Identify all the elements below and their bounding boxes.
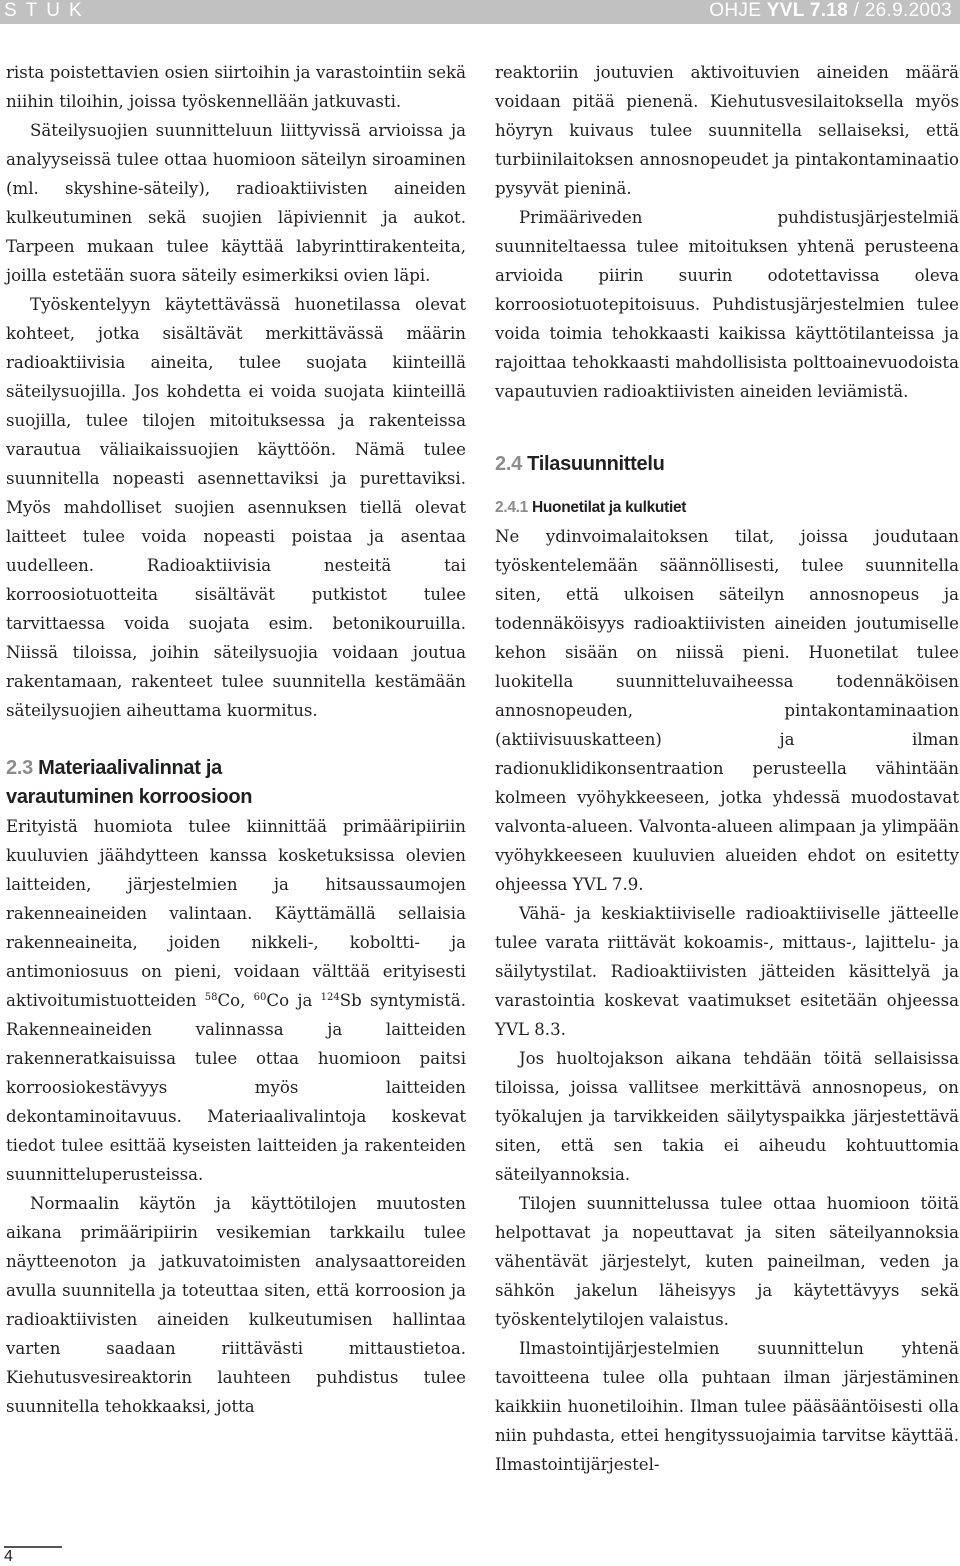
paragraph: Erityistä huomiota tulee kiinnittää primääripiiriin kuuluvien jäähdytteen kanssa kosketuksissa olevien laitteiden, järjestelmien ja hitsaussaumojen rakenneaineiden valintaan. Käyttämällä sellaisia rakenneaineita, joiden nikkeli-, koboltti- ja antimoniosuus on pieni, voidaan välttää erityisesti aktivoitumistuotteiden $^{58}$Co, $^{60}$Co ja $^{124}$Sb syntymistä. Rakenneaineiden valinnassa ja laitteiden rakenneratkaisuissa tulee ottaa huomioon paitsi korroosiokestävyys myös laitteiden dekontaminoitavuus. Materiaalivalintoja koskevat tiedot tulee esittää kyseisten laitteiden ja rakenteiden suunnitteluperusteissa. bbox=[6, 817, 466, 1184]
section-number: 2.4 bbox=[495, 453, 522, 475]
paragraph: Primääriveden puhdistusjärjestelmiä suunniteltaessa tulee mitoituksen yhtenä perusteena arvioida piirin suurin odotettavissa oleva korroosiotuotepitoisuus. Puhdistusjärjestelmien tulee voida toimia tehokkaasti kaikissa käyttötilanteissa ja rajoittaa tehokkaasti mahdollisista polttoainevuodoista vapautuvien radioaktiivisten aineiden leviämistä. bbox=[495, 208, 959, 401]
page-header bbox=[0, 0, 960, 24]
right-column bbox=[495, 58, 959, 1479]
paragraph: Ne ydinvoimalaitoksen tilat, joissa joudutaan työskentelemään säännöllisesti, tulee suunnitella siten, että ulkoisen säteilyn annosnopeus ja todennäköisyys radioaktiivisten aineiden joutumiselle kehon sisään on niissä pieni. Huonetilat tulee luokitella suunnitteluvaiheessa todennäköisen annosnopeuden, pintakontaminaation (aktiivisuuskatteen) ja ilman radionuklidikonsentraation perusteella vähintään kolmeen vyöhykkeeseen, jotka yhdessä muodostavat valvonta-alueen. Valvonta-alueen alimpaan ja ylimpään vyöhykkeeseen kuuluvien alueiden ehdot on esitetty ohjeessa YVL 7.9. bbox=[495, 527, 959, 894]
section-title-line2: varautuminen korroosioon bbox=[6, 786, 253, 808]
paragraph: Ilmastointijärjestelmien suunnittelun yhtenä tavoitteena tulee olla puhtaan ilman järjestäminen kaikkiin huonetiloihin. Ilman tulee pääsääntöisesti olla niin puhdasta, ettei hengityssuojaimia tarvitse käyttää. Ilmastointijärjestel- bbox=[495, 1339, 959, 1474]
guide-reference bbox=[709, 0, 952, 22]
subsection-title: Huonetilat ja kulkutiet bbox=[532, 499, 687, 516]
section-heading-2-3 bbox=[6, 754, 466, 812]
paragraph: rista poistettavien osien siirtoihin ja varastointiin sekä niihin tiloihin, joissa työskennellään jatkuvasti. bbox=[6, 63, 466, 111]
page-number: 4 bbox=[4, 1548, 13, 1565]
paragraph: Normaalin käytön ja käyttötilojen muutosten aikana primääripiirin vesikemian tarkkailu tulee näytteenoton ja jatkuvatoimisten analysaattoreiden avulla suunnitella ja toteuttaa siten, että korroosion ja radioaktiivisten aineiden kulkeutumisen hallintaa varten saadaan riittävästi mittaustietoa. Kiehutusvesireaktorin lauhteen puhdistus tulee suunnitella tehokkaaksi, jotta bbox=[6, 1194, 466, 1416]
paragraph: Vähä- ja keskiaktiiviselle radioaktiiviselle jätteelle tulee varata riittävät kokoamis-, mittaus-, lajittelu- ja säilytystilat. Radioaktiivisten jätteiden käsittelyä ja varastointia koskevat vaatimukset esitetään ohjeessa YVL 8.3. bbox=[495, 904, 959, 1039]
paragraph: Tilojen suunnittelussa tulee ottaa huomioon töitä helpottavat ja nopeuttavat ja siten säteilyannoksia vähentävät järjestelyt, kuten paineilman, veden ja sähkön jakelun läheisyys ja käytettävyys sekä työskentelytilojen valaistus. bbox=[495, 1194, 959, 1329]
isotope-mass: 60 bbox=[253, 992, 267, 1003]
left-column bbox=[6, 58, 466, 1421]
section-heading-2-4 bbox=[495, 450, 959, 479]
section-title: Tilasuunnittelu bbox=[527, 453, 665, 475]
guide-date: / 26.9.2003 bbox=[848, 0, 952, 21]
isotope-mass: 124 bbox=[320, 992, 340, 1003]
paragraph: Työskentelyyn käytettävässä huonetilassa olevat kohteet, jotka sisältävät merkittävässä määrin radioaktiivisia aineita, tulee suojata kiinteillä säteilysuojilla. Jos kohdetta ei voida suojata kiinteillä suojilla, tulee tilojen mitoituksessa ja rakenteissa varautua väliaikaissuojien käyttöön. Nämä tulee suunnitella nopeasti asennettaviksi ja purettaviksi. Myös mahdolliset suojien asennuksen tiellä olevat laitteet tulee voida nopeasti poistaa ja asentaa uudelleen. Radioaktiivisia nesteitä tai korroosiotuotteita sisältävät putkistot tulee tarvittaessa voida suojata esim. betonikouruilla. Niissä tiloissa, joihin säteilysuojia voidaan joutua rakentamaan, rakenteet tulee suunnitella kestämään säteilysuojien aiheuttama kuormitus. bbox=[6, 295, 466, 720]
paragraph: Säteilysuojien suunnitteluun liittyvissä arvioissa ja analyyseissä tulee ottaa huomioon säteilyn siroaminen (ml. skyshine-säteily), radioaktiivisten aineiden kulkeutuminen sekä suojien läpiviennit ja aukot. Tarpeen mukaan tulee käyttää labyrinttirakenteita, joilla estetään suora säteily esimerkiksi ovien läpi. bbox=[6, 121, 466, 285]
paragraph: Jos huoltojakson aikana tehdään töitä sellaisissa tiloissa, joissa vallitsee merkittävä annosnopeus, on työkalujen ja tarvikkeiden säilytyspaikka järjestettävä siten, että sen takia ei aiheudu kohtuuttomia säteilyannoksia. bbox=[495, 1049, 959, 1184]
section-title-line1: Materiaalivalinnat ja bbox=[38, 757, 222, 779]
subsection-heading-2-4-1 bbox=[495, 493, 959, 522]
subsection-number: 2.4.1 bbox=[495, 499, 528, 516]
publisher-name: STUK bbox=[4, 0, 91, 21]
paragraph: reaktoriin joutuvien aktivoituvien aineiden määrä voidaan pitää pienenä. Kiehutusvesilaitoksella myös höyryn kuivaus tulee suunnitella sellaiseksi, että turbiinilaitoksen annosnopeudet ja pintakontaminaatio pysyvät pieninä. bbox=[495, 63, 959, 198]
guide-prefix: OHJE bbox=[709, 0, 767, 21]
section-number: 2.3 bbox=[6, 757, 33, 779]
guide-code: YVL 7.18 bbox=[766, 0, 849, 21]
isotope-mass: 58 bbox=[204, 992, 218, 1003]
